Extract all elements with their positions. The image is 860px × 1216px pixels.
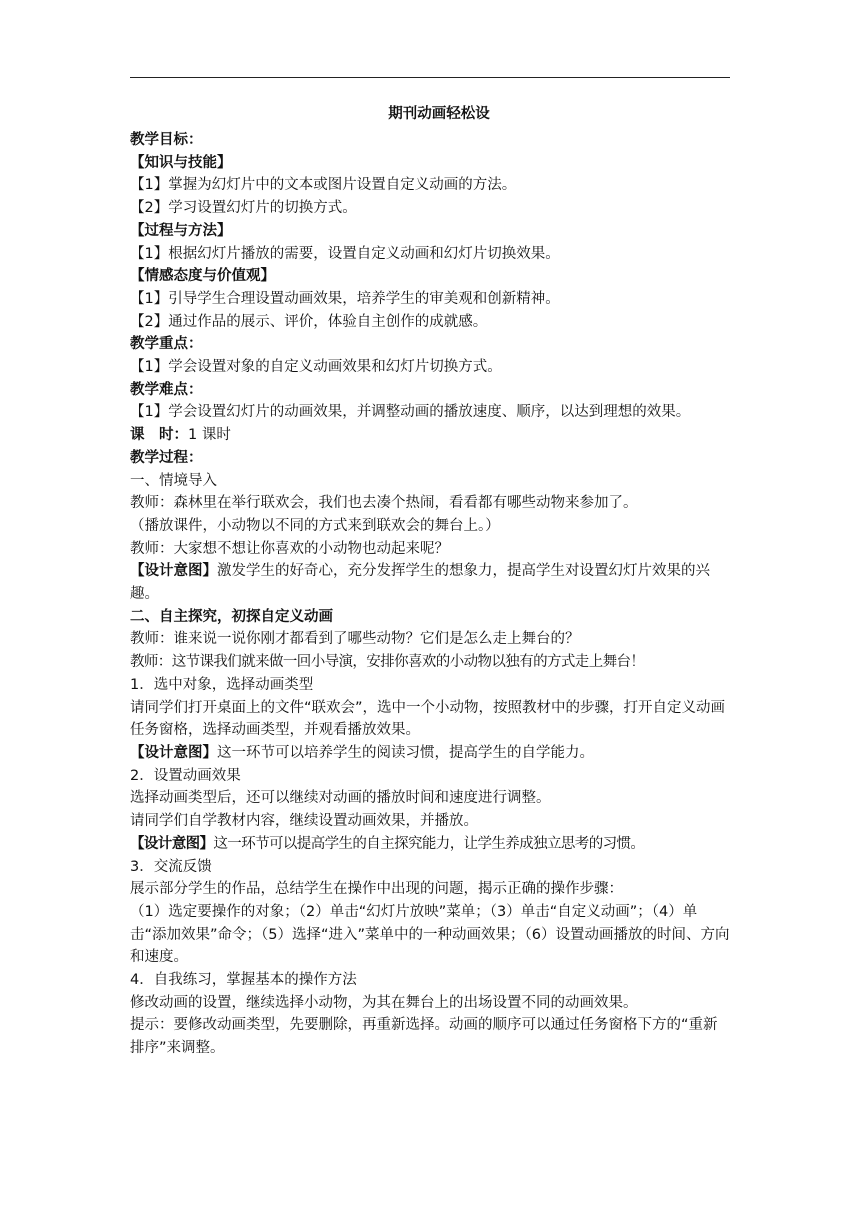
document-line: 请同学们打开桌面上的文件“联欢会”，选中一个小动物，按照教材中的步骤，打开自定义动画任务窗格，选择动画类型，并观看播放效果。 (130, 699, 726, 739)
line-body-text: 1 课时 (188, 427, 231, 444)
document-line (130, 833, 730, 856)
line-body-text: 激发学生的好奇心，充分发挥学生的想象力，提高学生对设置幻灯片效果的兴趣。 (130, 563, 710, 603)
document-title: 期刊动画轻松设 (388, 106, 490, 122)
document-line: 【1】掌握为幻灯片中的文本或图片设置自定义动画的方法。 (130, 177, 517, 194)
document-body (130, 100, 730, 1060)
line-body-text: 这一环节可以培养学生的阅读习惯，提高学生的自学能力。 (217, 744, 594, 761)
line-lead-label: 课 时： (130, 427, 188, 444)
document-line: 【2】通过作品的展示、评价，体验自主创作的成就感。 (130, 313, 488, 330)
document-line: 二、自主探究，初探自定义动画 (130, 608, 333, 625)
document-line: 请同学们自学教材内容，继续设置动画效果，并播放。 (130, 813, 478, 830)
document-line: 【1】学会设置对象的自定义动画效果和幻灯片切换方式。 (130, 359, 502, 376)
document-line: 教学目标： (130, 132, 203, 148)
document-line: 教学重点： (130, 336, 203, 353)
line-body-text: 这一环节可以提高学生的自主探究能力，让学生养成独立思考的习惯。 (213, 835, 645, 852)
document-line: 【1】学会设置幻灯片的动画效果，并调整动画的播放速度、顺序，以达到理想的效果。 (130, 404, 691, 421)
document-line: 1．选中对象，选择动画类型 (130, 676, 314, 693)
document-content (130, 129, 730, 1060)
header-rule (130, 77, 730, 78)
document-line: 3．交流反馈 (130, 858, 212, 875)
line-lead-label: 【设计意图】 (130, 744, 217, 761)
document-line: 【1】引导学生合理设置动画效果，培养学生的审美观和创新精神。 (130, 290, 560, 307)
document-line: 一、情境导入 (130, 472, 217, 489)
document-line: 4．自我练习，掌握基本的操作方法 (130, 972, 357, 989)
document-line: 【过程与方法】 (130, 222, 232, 239)
document-line: （1）选定要操作的对象；（2）单击“幻灯片放映”菜单；（3）单击“自定义动画”；（4）单击“添加效果”命令；（5）选择“进入”菜单中的一种动画效果；（6）设置动画播放的时间、方向和速度。 (130, 903, 730, 966)
document-line: 教学过程： (130, 449, 203, 466)
document-line: 教师：这节课我们就来做一回小导演，安排你喜欢的小动物以独有的方式走上舞台！ (130, 654, 645, 671)
document-line: 【情感态度与价值观】 (130, 268, 275, 285)
line-lead-label: 【设计意图】 (130, 835, 214, 852)
document-line: 提示：要修改动画类型，先要删除，再重新选择。动画的顺序可以通过任务窗格下方的“重新排序”来调整。 (130, 1017, 718, 1057)
document-line: 教师：森林里在举行联欢会，我们也去凑个热闹，看看都有哪些动物来参加了。 (130, 495, 638, 512)
document-line: 教师：大家想不想让你喜欢的小动物也动起来呢？ (130, 540, 449, 557)
document-line: 修改动画的设置，继续选择小动物，为其在舞台上的出场设置不同的动画效果。 (130, 994, 638, 1011)
document-line: 2．设置动画效果 (130, 767, 241, 784)
document-line: 教师：谁来说一说你刚才都看到了哪些动物？它们是怎么走上舞台的？ (130, 631, 580, 648)
document-line: 展示部分学生的作品，总结学生在操作中出现的问题，揭示正确的操作步骤： (130, 881, 623, 898)
document-line: 选择动画类型后，还可以继续对动画的播放时间和速度进行调整。 (130, 790, 551, 807)
document-line (130, 742, 730, 765)
document-line: 【1】根据幻灯片播放的需要，设置自定义动画和幻灯片切换效果。 (130, 245, 560, 262)
line-lead-label: 【设计意图】 (130, 563, 217, 580)
document-line: （播放课件，小动物以不同的方式来到联欢会的舞台上。） (130, 517, 500, 534)
document-line: 教学难点： (130, 381, 203, 398)
document-line: 【2】学习设置幻灯片的切换方式。 (130, 200, 357, 217)
document-line: 【知识与技能】 (130, 154, 232, 171)
document-line (130, 560, 730, 605)
document-line (130, 424, 730, 447)
